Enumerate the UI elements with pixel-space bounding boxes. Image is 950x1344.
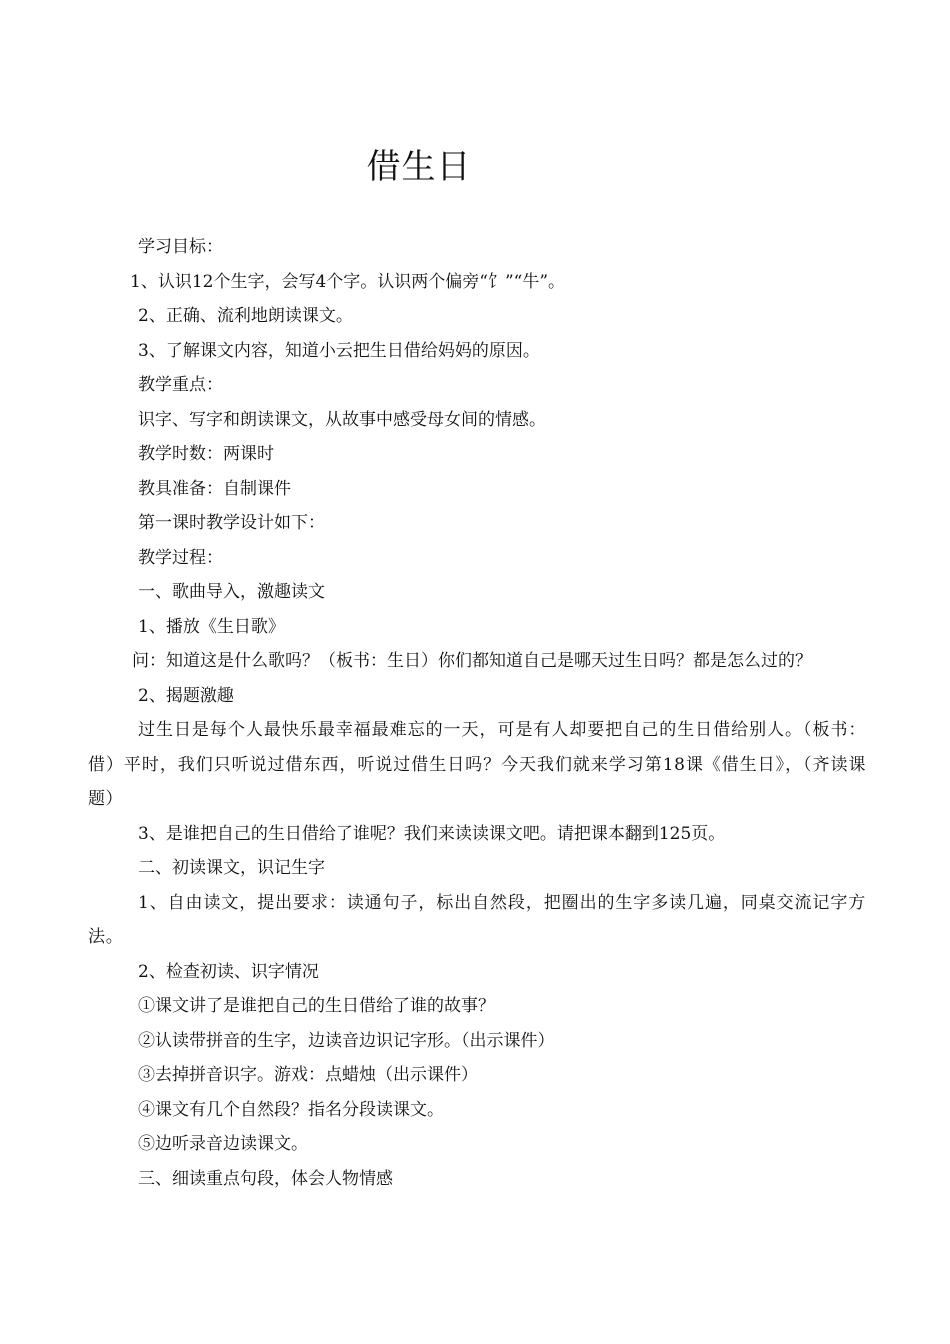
sub-step-item: ④课文有几个自然段？指名分段读课文。 [138, 1099, 444, 1120]
section-heading-key-points: 教学重点： [138, 375, 223, 395]
objective-item: 2、正确、流利地朗读课文。 [138, 306, 353, 326]
step-item: 3、是谁把自己的生日借给了谁呢？我们来读读课文吧。请把课本翻到125页。 [138, 823, 726, 844]
sub-step-item: ②认读带拼音的生字，边读音边识记字形。（出示课件） [138, 1030, 555, 1051]
section-heading-process: 教学过程： [138, 547, 223, 568]
section-heading-objectives: 学习目标： [138, 237, 223, 257]
body-paragraph: 过生日是每个人最快乐最幸福最难忘的一天，可是有人却要把自己的生日借给别人。（板书：借）平时，我们只听说过借东西，听说过借生日吗？今天我们就来学习第18课《借生日》，（齐读课题） [88, 720, 866, 809]
lesson-design-intro: 第一课时教学设计如下： [138, 513, 325, 533]
teaching-aids: 教具准备：自制课件 [138, 478, 291, 499]
sub-step-item: ③去掉拼音识字。游戏：点蜡烛（出示课件） [138, 1065, 478, 1085]
key-points-text: 识字、写字和朗读课文，从故事中感受母女间的情感。 [138, 409, 546, 430]
step-heading: 一、歌曲导入，激趣读文 [138, 582, 325, 602]
body-paragraph: 1、自由读文，提出要求：读通句子，标出自然段，把圈出的生字多读几遍，同桌交流记字方法。 [88, 892, 866, 947]
step-item: 2、揭题激趣 [138, 685, 234, 706]
question-text: 问：知道这是什么歌吗？（板书：生日）你们都知道自己是哪天过生日吗？都是怎么过的？ [132, 651, 812, 671]
sub-step-item: ①课文讲了是谁把自己的生日借给了谁的故事？ [138, 996, 495, 1016]
class-hours: 教学时数：两课时 [138, 444, 274, 464]
step-item: 1、播放《生日歌》 [138, 616, 285, 637]
objective-item: 3、了解课文内容，知道小云把生日借给妈妈的原因。 [138, 340, 540, 361]
step-heading: 三、细读重点句段，体会人物情感 [138, 1168, 393, 1189]
document-body [88, 230, 866, 1196]
sub-step-item: ⑤边听录音边读课文。 [138, 1134, 308, 1154]
objective-item: 1、认识12个生字，会写4个字。认识两个偏旁“饣”“牛”。 [130, 271, 566, 292]
step-item: 2、检查初读、识字情况 [138, 961, 319, 982]
document-title: 借生日 [366, 147, 472, 187]
step-heading: 二、初读课文，识记生字 [138, 858, 325, 878]
